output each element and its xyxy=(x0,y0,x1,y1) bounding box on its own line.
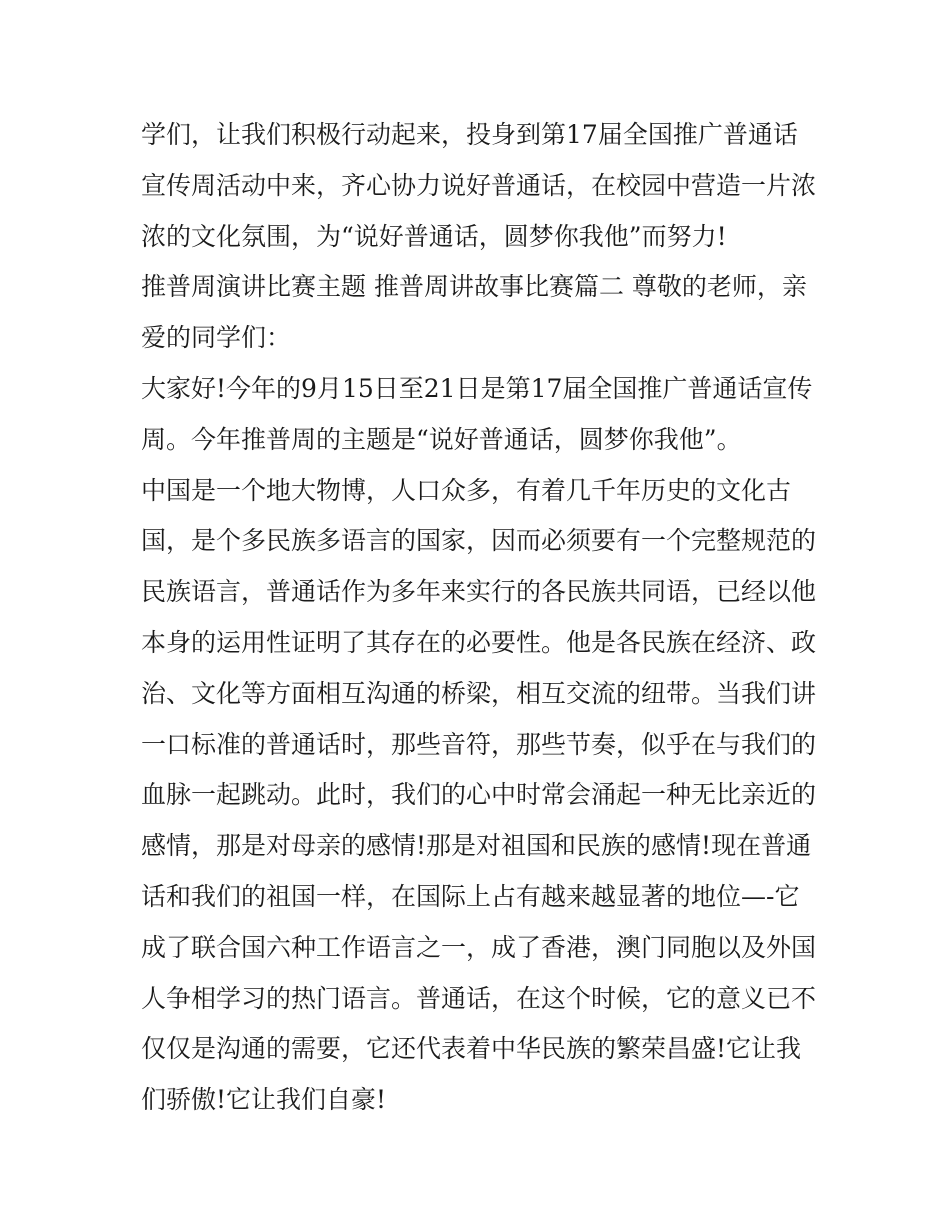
text-line: 治、文化等方面相互沟通的桥梁，相互交流的纽带。当我们讲 xyxy=(141,678,817,708)
document-body xyxy=(141,110,816,1126)
text-line: 仅仅是沟通的需要，它还代表着中华民族的繁荣昌盛!它让我 xyxy=(141,1034,802,1064)
text-line: 一口标准的普通话时，那些音符，那些节奏，似乎在与我们的 xyxy=(141,729,817,759)
text-line: 国，是个多民族多语言的国家，因而必须要有一个完整规范的 xyxy=(141,526,817,556)
text-line: 爱的同学们： xyxy=(141,323,292,353)
text-line: 感情，那是对母亲的感情!那是对祖国和民族的感情!现在普通 xyxy=(141,831,812,861)
text-line: 话和我们的祖国一样，在国际上占有越来越显著的地位—-它 xyxy=(141,881,800,911)
paragraph-1 xyxy=(141,110,816,262)
text-line: 学们，让我们积极行动起来，投身到第17届全国推广普通话 xyxy=(141,120,798,149)
text-line: 大家好!今年的9月15日至21日是第17届全国推广普通话宣传 xyxy=(141,373,813,403)
paragraph-2 xyxy=(141,262,816,364)
text-line: 血脉一起跳动。此时，我们的心中时常会涌起一种无比亲近的 xyxy=(141,780,817,810)
text-line: 中国是一个地大物博，人口众多，有着几千年历史的文化古 xyxy=(141,475,792,505)
text-line: 人争相学习的热门语言。普通话，在这个时候，它的意义已不 xyxy=(141,983,817,1013)
text-line: 周。今年推普周的主题是“说好普通话，圆梦你我他”。 xyxy=(141,424,742,454)
text-line: 本身的运用性证明了其存在的必要性。他是各民族在经济、政 xyxy=(141,627,817,657)
text-line: 们骄傲!它让我们自豪! xyxy=(141,1085,387,1115)
text-line: 民族语言，普通话作为多年来实行的各民族共同语，已经以他 xyxy=(141,577,817,607)
text-line: 推普周演讲比赛主题 推普周讲故事比赛篇二 尊敬的老师，亲 xyxy=(141,272,807,302)
text-line: 成了联合国六种工作语言之一，成了香港，澳门同胞以及外国 xyxy=(141,932,817,962)
paragraph-4 xyxy=(141,466,816,1126)
text-line: 宣传周活动中来，齐心协力说好普通话，在校园中营造一片浓 xyxy=(141,170,817,200)
paragraph-3 xyxy=(141,364,816,466)
text-line: 浓的文化氛围，为“说好普通话，圆梦你我他”而努力! xyxy=(141,221,727,251)
